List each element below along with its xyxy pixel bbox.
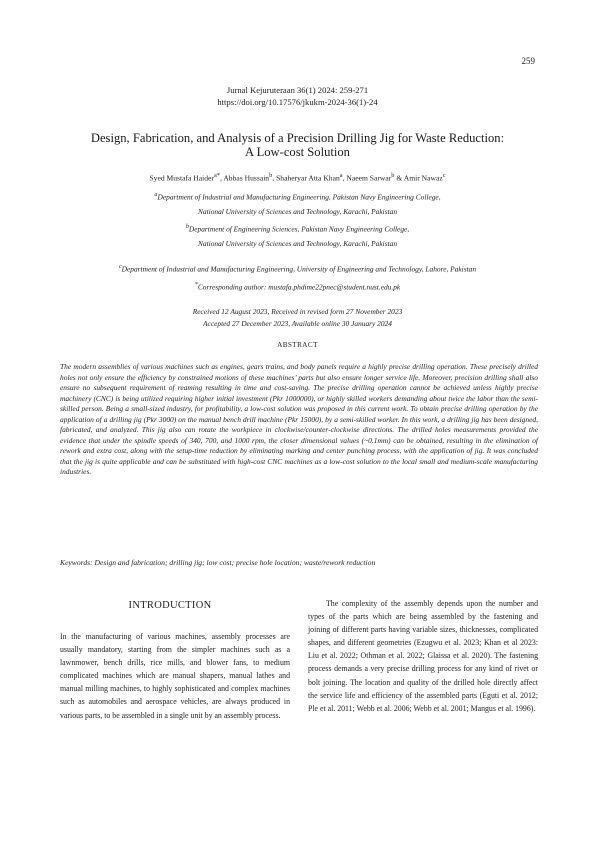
page-number: 259: [521, 56, 535, 66]
body-paragraph: The complexity of the assembly depends upon the number and types of the parts which are being assembled by the fastening and joining of different parts having variable sizes, thicknesses, complicated shapes, and different geometries (Ezugwu et al. 2023; Khan et al 2023: Liu et al. 2022; Othman et al. 2022; Glaissa et al. 2020). The fastening process demands a very precise drilling process for any kind of rivet or bolt joining. The location and quality of the drilled hole directly affect the service life and efficiency of the assembled parts (Eguti et al. 2012; Ple et al. 2011; Webb et al. 2006; Webb et al. 2001; Mangus et al. 1996).: [308, 599, 538, 713]
affiliation-superscript: a: [154, 192, 158, 198]
paper-title: [40, 131, 555, 159]
author-name: Amir Nawaz: [403, 173, 443, 183]
author-name: Naeem Sarwar: [346, 173, 392, 183]
title-line-1: Design, Fabrication, and Analysis of a Precision Drilling Jig for Waste Reduction:: [90, 131, 505, 145]
affiliation-superscript: b: [185, 224, 189, 230]
author-name: Abbas Hussain: [223, 173, 270, 183]
author-name: Shaheryar Atta Khan: [276, 173, 340, 183]
affiliation-a: [0, 188, 595, 219]
affiliation-line: Department of Engineering Sciences, Pakistan Navy Engineering College,: [188, 224, 410, 234]
accepted-date-line: Accepted 27 December 2023, Available online 30 January 2024: [203, 319, 392, 328]
affiliation-line: Department of Industrial and Manufacturing Engineering, University of Engineering and Technology, Lahore, Pakistan: [121, 264, 477, 274]
journal-citation: Jurnal Kejuruteraan 36(1) 2024: 259-271: [226, 85, 369, 95]
body-paragraph: In the manufacturing of various machines, assembly processes are usually mandatory, starting from the simpler machines such as a lawnmower, bench drills, rice mills, and blower fans, to medium complicated machines which are manual shapers, manual lathes and manual milling machines, to highly sophisticated and complex machines such as automobiles and aerospace vehicles, are always produced in various parts, to be assembled in a single unit by an assembly process.: [60, 632, 290, 720]
right-column: [308, 597, 538, 715]
corresponding-author: [0, 282, 595, 291]
author-list: Syed Mustafa Haider$^{a*}$, Abbas Hussain$^b$, Shaheryar Atta Khan$^a$, Naeem Sarwar$^b$ & Amir Nawaz$^c$: [149, 172, 446, 183]
journal-doi[interactable]: https://doi.org/10.17576/jkukm-2024-36(1)-24: [217, 96, 378, 107]
left-column: [60, 630, 290, 722]
title-line-2: A Low-cost Solution: [245, 145, 350, 159]
affiliation-c: [0, 260, 595, 276]
keywords: Keywords: Design and fabrication; drilling jig; low cost; precise hole location; waste/rework reduction: [60, 558, 376, 567]
article-dates: [0, 306, 595, 330]
affiliation-b: [0, 220, 595, 251]
author-name: Syed Mustafa Haider: [149, 173, 214, 183]
abstract-heading: ABSTRACT: [277, 341, 318, 349]
author-superscript: b: [269, 172, 273, 179]
affiliation-line: Department of Industrial and Manufacturing Engineering, Pakistan Navy Engineering College,: [157, 192, 441, 202]
corresponding-text[interactable]: Corresponding author: mustafa.phdime22pnec@student.nust.edu.pk: [197, 282, 401, 292]
author-superscript: a: [339, 172, 343, 179]
affiliation-line: National University of Sciences and Technology, Karachi, Pakistan: [197, 207, 398, 217]
affiliation-line: National University of Sciences and Technology, Karachi, Pakistan: [197, 239, 398, 249]
received-date-line: Received 12 August 2023, Received in revised form 27 November 2023: [192, 307, 403, 316]
author-superscript: c: [442, 172, 446, 179]
author-superscript: b: [391, 172, 395, 179]
author-superscript: a*: [213, 172, 220, 179]
section-heading-introduction: INTRODUCTION: [128, 600, 212, 611]
affiliation-superscript: c: [118, 264, 122, 270]
corresponding-superscript: *: [194, 282, 198, 288]
journal-header: [0, 85, 595, 108]
abstract-text: The modern assemblies of various machines such as engines, gears trains, and body panels require a highly precise drilling operation. These precisely drilled holes not only ensure the efficiency by constrained motions of these machines’ parts but also ensure longer service life. Moreover, precision drilling shall also ensure no subsequent requirement of reaming resulting in time and cost-saving. The precise drilling operation cannot be achieved unless highly precise machinery (CNC) is being utilized requiring higher initial investment (Pkr 1000000), or highly skilled workers demanding about twice the labor than the semi-skilled person. Being a small-sized industry, for profitability, a low-cost solution was proposed in this current work. To obtain precise drilling operation by the application of a drilling jig (Pkr 3000) on the manual bench drill machine (Pkr 15000), by a semi-skilled worker. In this work, a drilling jig has been designed, fabricated, and analyzed. This jig also can rotate the workpiece in clockwise/counter-clockwise directions. The drilled holes measurements provided the evidence that under the spindle speeds of 340, 700, and 1000 rpm, the closer dimensional values (~0.1mm) can be obtained, resulting in the elimination of rework and extra cost, along with the setup-time reduction by eliminating marking and center punching process, with the application of jig. It was concluded that the jig is quite applicable and can be substituted with high-cost CNC machines as a low-cost solution to the local small and medium-scale manufacturing industries.: [60, 362, 538, 476]
